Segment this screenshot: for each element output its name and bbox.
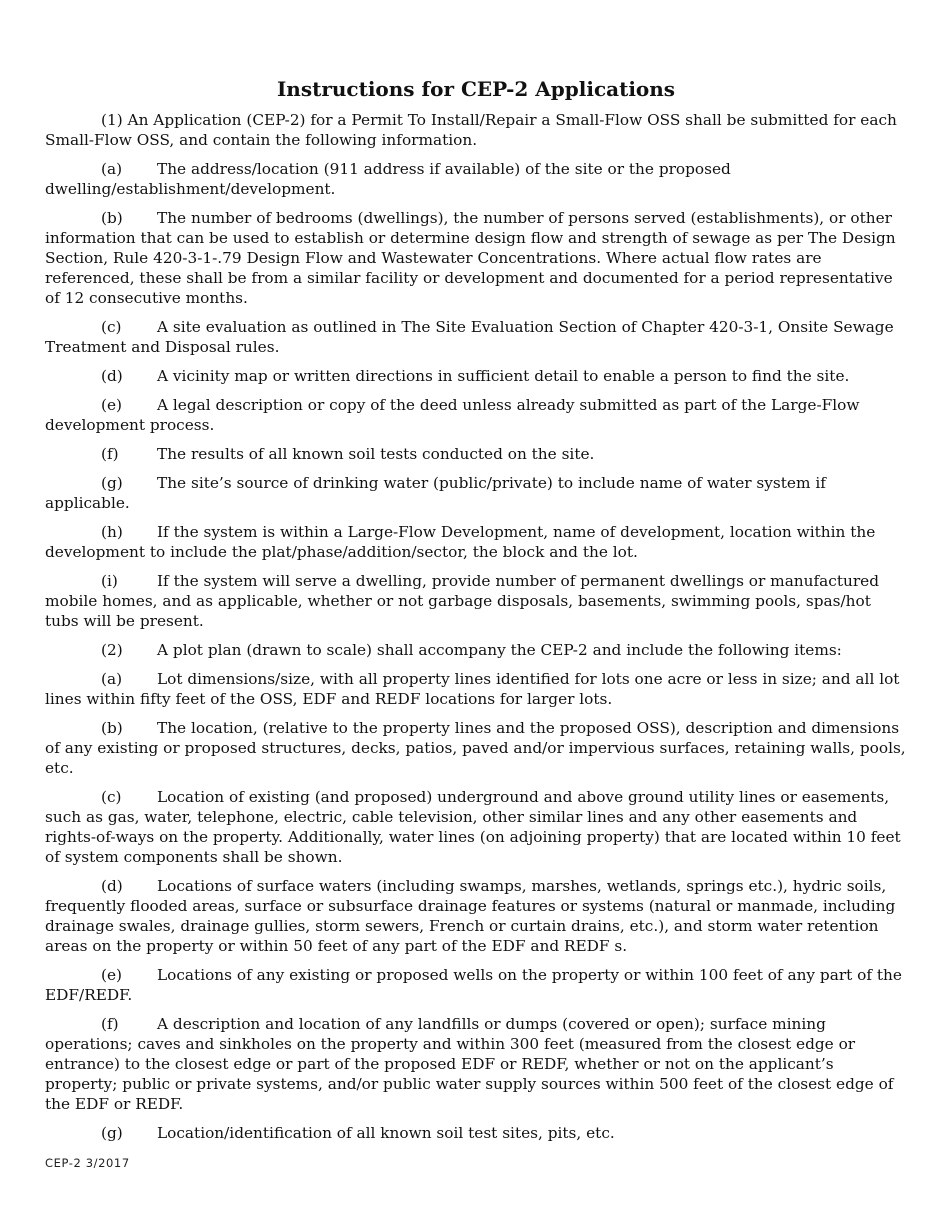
list-item — [45, 669, 907, 709]
item-marker: (f) — [101, 1015, 119, 1033]
item-marker: (e) — [101, 396, 122, 414]
section-1-list — [45, 159, 907, 631]
list-item — [45, 571, 907, 631]
item-text: A site evaluation as outlined in The Site Evaluation Section of Chapter 420-3-1, Onsite Sewage Treatment and Disposal rules. — [45, 318, 894, 356]
item-marker: (a) — [101, 160, 123, 178]
item-marker: (h) — [101, 523, 123, 541]
item-text: A vicinity map or written directions in sufficient detail to enable a person to find the site. — [157, 367, 850, 385]
item-marker: (g) — [101, 1124, 123, 1142]
document-page — [45, 76, 907, 1152]
item-marker: (c) — [101, 318, 122, 336]
list-item — [45, 159, 907, 199]
item-text: The address/location (911 address if available) of the site or the proposed dwelling/establishment/development. — [45, 160, 731, 198]
list-item — [45, 366, 907, 386]
item-marker: (2) — [101, 641, 123, 659]
footer-revision: CEP-2 3/2017 — [45, 1156, 130, 1170]
list-item — [45, 718, 907, 778]
item-text: If the system is within a Large-Flow Development, name of development, location within the development to include the plat/phase/addition/sector, the block and the lot. — [45, 523, 876, 561]
page-title: Instructions for CEP-2 Applications — [276, 77, 676, 101]
item-text: Location of existing (and proposed) underground and above ground utility lines or easements, such as gas, water, telephone, electric, cable television, other similar lines and any other easements and rights-of-ways on the property. Additionally, water lines (on adjoining property) that are located within 10 feet of system components shall be shown. — [45, 788, 901, 866]
item-marker: (b) — [101, 209, 123, 227]
item-marker: (g) — [101, 474, 123, 492]
item-marker: (a) — [101, 670, 123, 688]
item-marker: (c) — [101, 788, 122, 806]
list-item — [45, 876, 907, 956]
list-item — [45, 787, 907, 867]
item-marker: (d) — [101, 877, 123, 895]
list-item — [45, 208, 907, 308]
item-text: Location/identification of all known soil test sites, pits, etc. — [157, 1124, 615, 1142]
section-2-heading — [45, 640, 907, 660]
intro-paragraph: (1) An Application (CEP-2) for a Permit To Install/Repair a Small-Flow OSS shall be submitted for each Small-Flow OSS, and contain the following information. — [45, 111, 897, 149]
item-text: The site’s source of drinking water (public/private) to include name of water system if applicable. — [45, 474, 826, 512]
list-item — [45, 473, 907, 513]
section-2-list — [45, 669, 907, 1143]
list-item — [45, 522, 907, 562]
list-item — [45, 1014, 907, 1114]
item-text: The location, (relative to the property lines and the proposed OSS), description and dimensions of any existing or proposed structures, decks, patios, paved and/or impervious surfaces, retaining walls, pools, etc. — [45, 719, 906, 777]
item-text: Locations of surface waters (including swamps, marshes, wetlands, springs etc.), hydric soils, frequently flooded areas, surface or subsurface drainage features or systems (natural or manmade, including drainage swales, drainage gullies, storm sewers, French or curtain drains, etc.), and storm water retention areas on the property or within 50 feet of any part of the EDF and REDF s. — [45, 877, 896, 955]
item-marker: (f) — [101, 445, 119, 463]
item-text: A legal description or copy of the deed unless already submitted as part of the Large-Flow development process. — [45, 396, 860, 434]
item-marker: (b) — [101, 719, 123, 737]
item-marker: (i) — [101, 572, 118, 590]
item-marker: (e) — [101, 966, 122, 984]
item-text: The results of all known soil tests conducted on the site. — [157, 445, 595, 463]
item-text: Lot dimensions/size, with all property lines identified for lots one acre or less in size; and all lot lines within fifty feet of the OSS, EDF and REDF locations for larger lots. — [45, 670, 900, 708]
item-text: The number of bedrooms (dwellings), the number of persons served (establishments), or other information that can be used to establish or determine design flow and strength of sewage as per The Design Section, Rule 420-3-1-.79 Design Flow and Wastewater Concentrations. Where actual flow rates are referenced, these shall be from a similar facility or development and documented for a period representative of 12 consecutive months. — [45, 209, 896, 307]
item-text: A plot plan (drawn to scale) shall accompany the CEP-2 and include the following items: — [157, 641, 842, 659]
item-marker: (d) — [101, 367, 123, 385]
item-text: If the system will serve a dwelling, provide number of permanent dwellings or manufactured mobile homes, and as applicable, whether or not garbage disposals, basements, swimming pools, spas/hot tubs will be present. — [45, 572, 880, 630]
list-item — [45, 965, 907, 1005]
item-text: Locations of any existing or proposed wells on the property or within 100 feet of any part of the EDF/REDF. — [45, 966, 902, 1004]
list-item — [45, 395, 907, 435]
item-text: A description and location of any landfills or dumps (covered or open); surface mining operations; caves and sinkholes on the property and within 300 feet (measured from the closest edge or entrance) to the closest edge or part of the proposed EDF or REDF, whether or not on the applicant’s property; public or private systems, and/or public water supply sources within 500 feet of the closest edge of the EDF or REDF. — [45, 1015, 894, 1113]
list-item — [45, 1123, 907, 1143]
list-item — [45, 317, 907, 357]
list-item — [45, 444, 907, 464]
